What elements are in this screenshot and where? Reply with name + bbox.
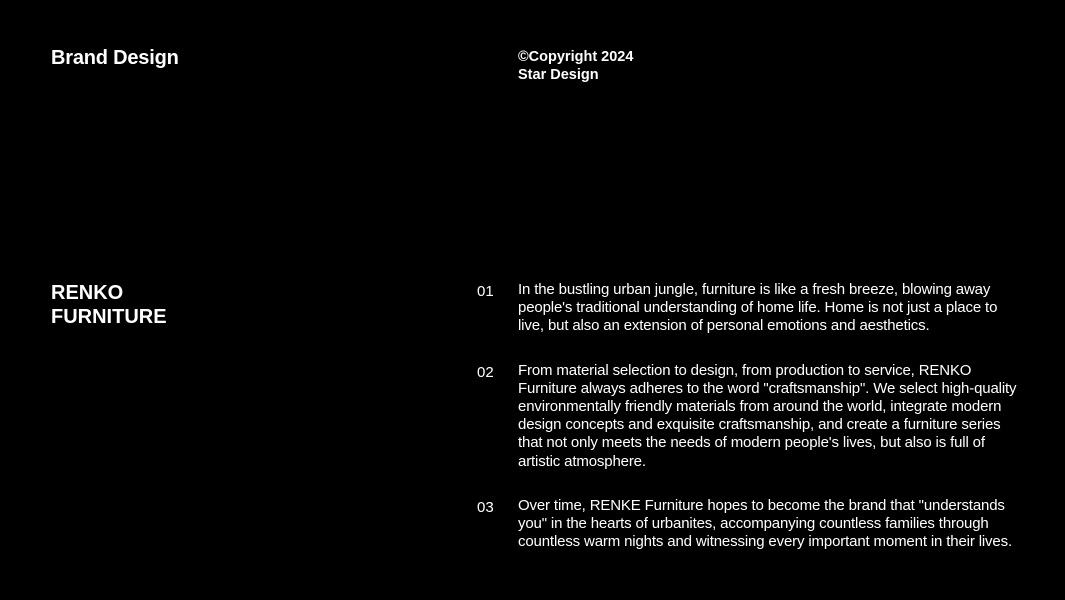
paragraph-item [477,281,1017,336]
company-name-line-1: RENKO [51,282,124,304]
paragraph-item [477,362,1017,471]
paragraph-number: 01 [477,283,494,300]
company-name [51,281,167,329]
studio-name: Star Design [518,67,599,83]
paragraph-number: 02 [477,363,494,381]
paragraph-number: 03 [477,498,494,516]
paragraph-text: From material selection to design, from production to service, RENKO Furniture always adheres to the word "craftsmanship". We select high-quality environmentally friendly materials from around the world, integrate modern design concepts and exquisite craftsmanship, and create a furniture series that not only meets the needs of modern people's lives, but also is full of artistic atmosphere. [518,361,1017,470]
brand-design-title: Brand Design [51,47,179,69]
paragraph-text: In the bustling urban jungle, furniture is like a fresh breeze, blowing away people's traditional understanding of home life. Home is not just a place to live, but also an extension of personal emotions and aesthetics. [518,281,998,335]
paragraph-list [477,281,1017,577]
paragraph-text: Over time, RENKE Furniture hopes to become the brand that "understands you" in the hearts of urbanites, accompanying countless families through countless warm nights and witnessing every important moment in their lives. [518,496,1012,551]
copyright-text: ©Copyright 2024 [518,49,634,65]
company-name-line-2: FURNITURE [51,306,167,328]
paragraph-item [477,497,1017,552]
copyright-block [518,48,633,84]
